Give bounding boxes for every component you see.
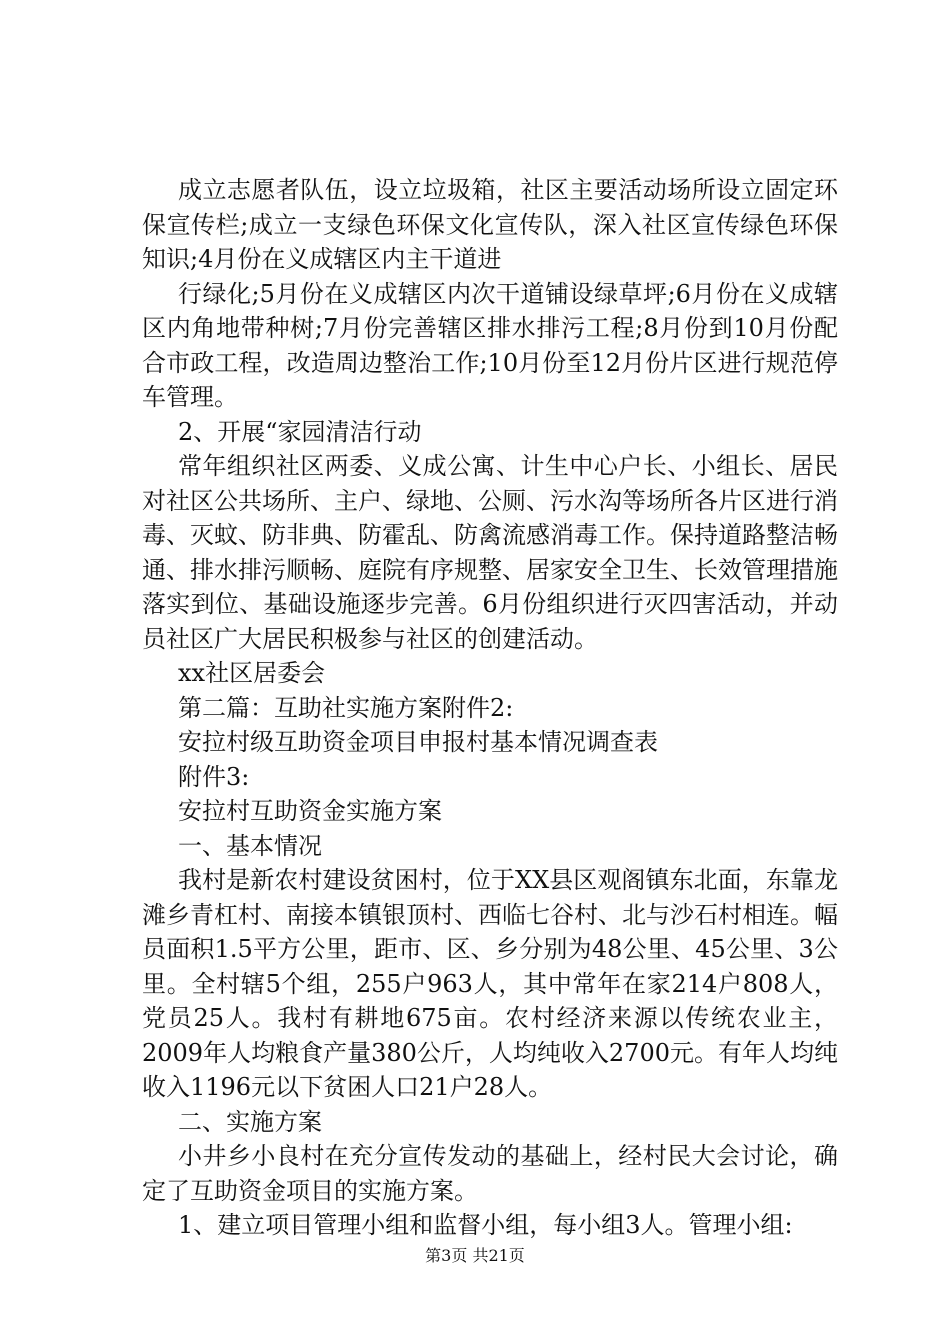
section-heading: 2、开展“家园清洁行动	[178, 417, 422, 446]
document-body	[142, 173, 838, 1243]
paragraph: 小井乡小良村在充分宣传发动的基础上，经村民大会讨论，确定了互助资金项目的实施方案。	[142, 1142, 838, 1205]
paragraph: 常年组织社区两委、义成公寓、计生中心户长、小组长、居民对社区公共场所、主户、绿地、公厕、污水沟等场所各片区进行消毒、灭蚊、防非典、防霍乱、防禽流感消毒工作。保持道路整洁畅通、排水排污顺畅、庭院有序规整、居家安全卫生、长效管理措施落实到位、基础设施逐步完善。6月份组织进行灭四害活动，并动员社区广大居民积极参与社区的创建活动。	[142, 452, 838, 653]
attachment-label: 附件3:	[178, 762, 250, 791]
page-footer: 第3页 共21页	[425, 1246, 525, 1265]
paragraph: 我村是新农村建设贫困村，位于XX县区观阁镇东北面，东靠龙滩乡青杠村、南接本镇银顶村、西临七谷村、北与沙石村相连。幅员面积1.5平方公里，距市、区、乡分别为48公里、45公里、3公里。全村辖5个组，255户963人，其中常年在家214户808人，党员25人。我村有耕地675亩。农村经济来源以传统农业主，2009年人均粮食产量380公斤，人均纯收入2700元。有年人均纯收入1196元以下贫困人口21户28人。	[142, 866, 838, 1101]
paragraph: 行绿化;5月份在义成辖区内次干道铺设绿草坪;6月份在义成辖区内角地带种树;7月份完善辖区排水排污工程;8月份到10月份配合市政工程，改造周边整治工作;10月份至12月份片区进行规范停车管理。	[142, 279, 838, 411]
section-heading: 一、基本情况	[178, 831, 322, 860]
chapter-heading: 第二篇：互助社实施方案附件2:	[178, 693, 514, 722]
paragraph: 成立志愿者队伍，设立垃圾箱，社区主要活动场所设立固定环保宣传栏;成立一支绿色环保文化宣传队，深入社区宣传绿色环保知识;4月份在义成辖区内主干道进	[142, 176, 838, 273]
attachment-title: 安拉村级互助资金项目申报村基本情况调查表	[178, 728, 658, 756]
paragraph: 1、建立项目管理小组和监督小组，每小组3人。管理小组:	[178, 1211, 793, 1239]
attachment-title: 安拉村互助资金实施方案	[178, 797, 442, 825]
section-heading: 二、实施方案	[178, 1107, 322, 1136]
signature-line: xx社区居委会	[178, 659, 326, 687]
